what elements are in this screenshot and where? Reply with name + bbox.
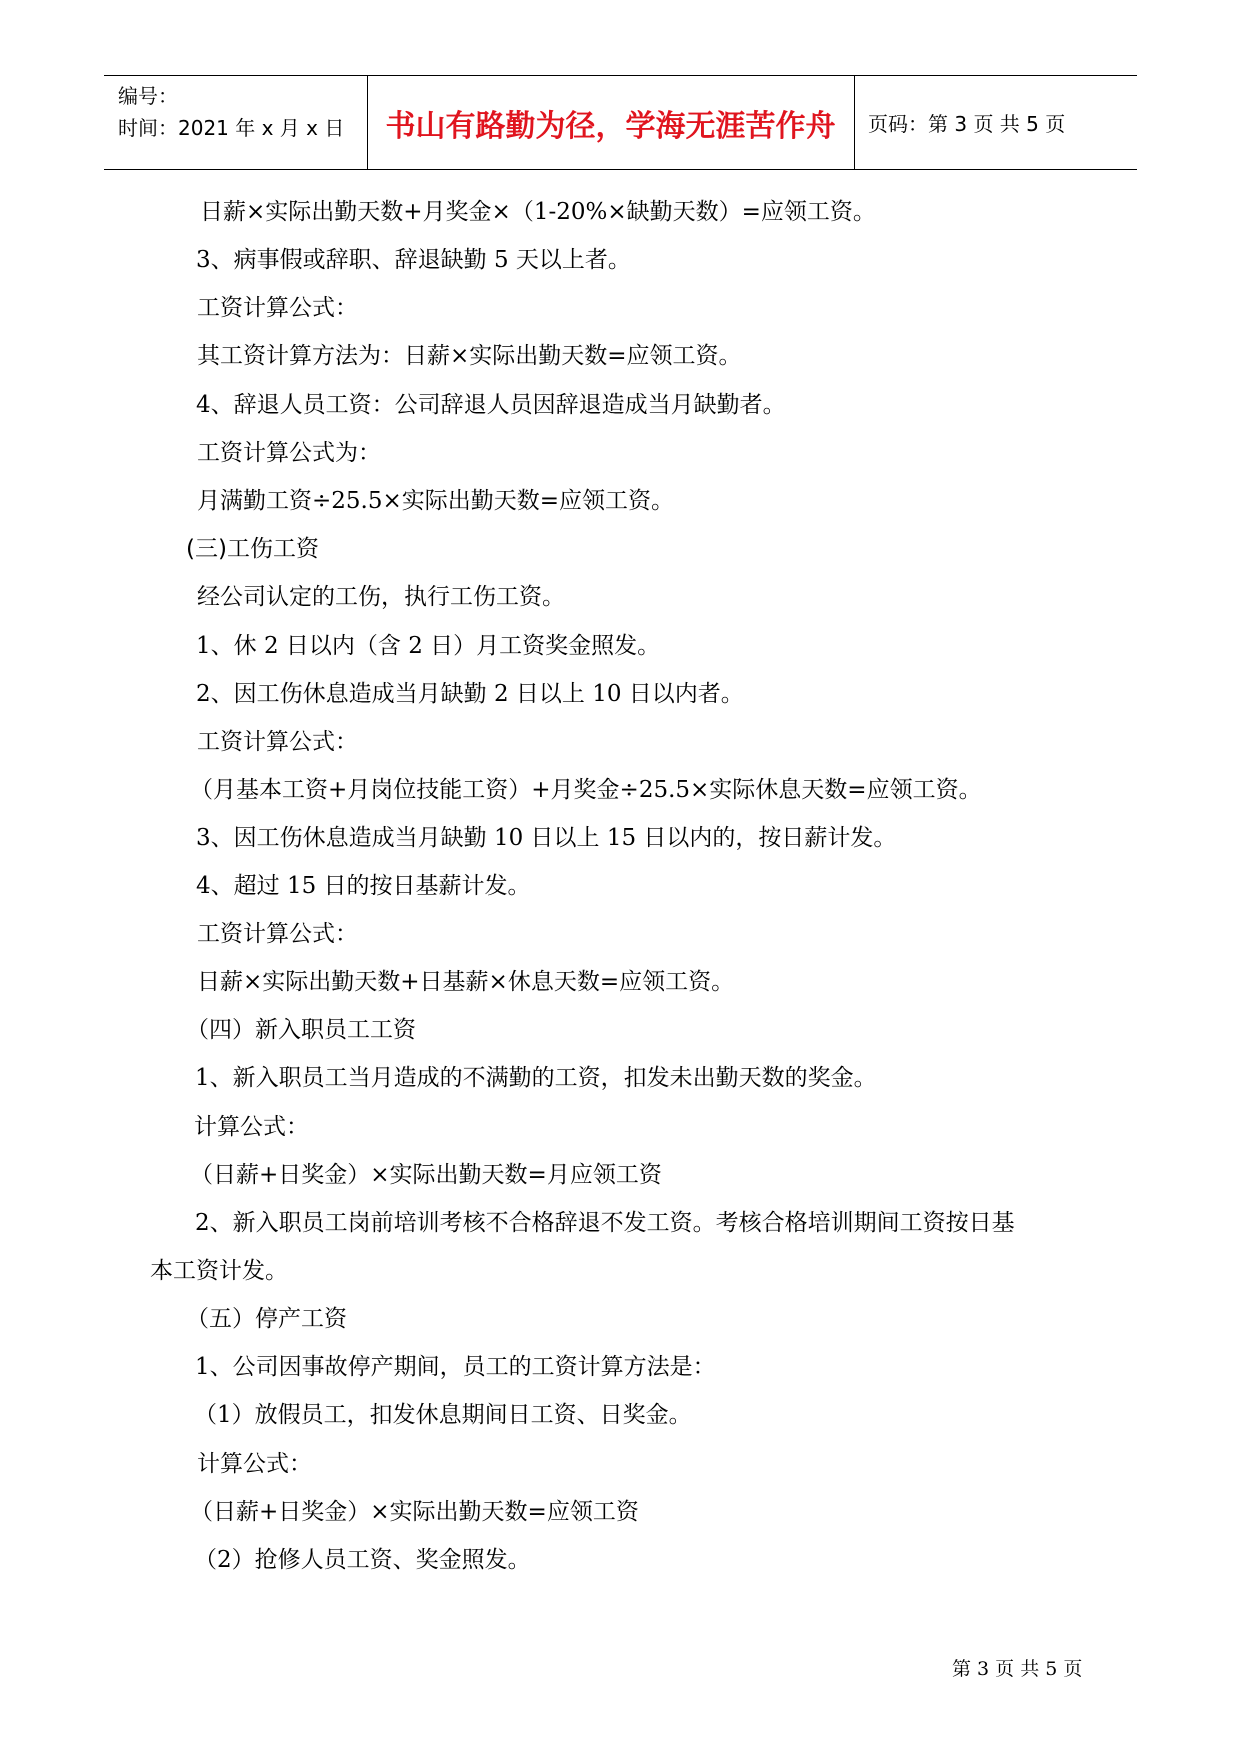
body-line: 其工资计算方法为：日薪×实际出勤天数=应领工资。 [197,343,742,369]
body-line: （月基本工资+月岗位技能工资）+月奖金÷25.5×实际休息天数=应领工资。 [190,777,982,803]
body-line: （2）抢修人员工资、奖金照发。 [194,1547,531,1573]
body-line: 工资计算公式： [197,729,358,755]
body-line: 日薪×实际出勤天数+月奖金×（1-20%×缺勤天数）=应领工资。 [200,199,876,225]
body-line: 经公司认定的工伤，执行工伤工资。 [197,584,565,610]
body-line: 工资计算公式： [197,921,358,947]
body-line: （1）放假员工，扣发休息期间日工资、日奖金。 [194,1402,692,1428]
body-line: 本工资计发。 [150,1258,288,1284]
document-time-label: 时间：2021 年 x 月 x 日 [118,116,345,140]
body-line: 工资计算公式： [197,295,358,321]
body-line: 1、新入职员工当月造成的不满勤的工资，扣发未出勤天数的奖金。 [195,1065,877,1091]
header-left [118,80,344,144]
section-heading: （四）新入职员工工资 [186,1017,416,1043]
section-heading: （五）停产工资 [186,1306,347,1332]
body-line: 1、公司因事故停产期间，员工的工资计算方法是： [195,1354,716,1380]
body-line: 4、超过 15 日的按日基薪计发。 [196,873,531,899]
body-line: 2、新入职员工岗前培训考核不合格辞退不发工资。考核合格培训期间工资按日基 [195,1210,1015,1236]
body-line: 4、辞退人员工资：公司辞退人员因辞退造成当月缺勤者。 [196,392,786,418]
header-motto: 书山有路勤为径，学海无涯苦作舟 [385,108,836,144]
body-line: 计算公式： [194,1114,309,1140]
body-line: 2、因工伤休息造成当月缺勤 2 日以上 10 日以内者。 [196,681,744,707]
body-line: 1、休 2 日以内（含 2 日）月工资奖金照发。 [196,633,661,659]
body-line: 3、因工伤休息造成当月缺勤 10 日以上 15 日以内的，按日薪计发。 [196,825,897,851]
body-line: 日薪×实际出勤天数+日基薪×休息天数=应领工资。 [197,969,735,995]
body-line: 月满勤工资÷25.5×实际出勤天数=应领工资。 [197,488,675,514]
page-footer: 第 3 页 共 5 页 [952,1658,1083,1680]
page-header [104,75,1137,170]
document-number-label: 编号： [118,84,178,108]
body-line: 计算公式： [197,1451,312,1477]
body-line: 3、病事假或辞职、辞退缺勤 5 天以上者。 [196,247,631,273]
section-heading: (三)工伤工资 [186,536,319,562]
header-page-info: 页码：第 3 页 共 5 页 [868,112,1066,136]
body-line: 工资计算公式为： [197,440,381,466]
header-divider [854,76,855,169]
body-line: （日薪+日奖金）×实际出勤天数=应领工资 [190,1499,639,1525]
body-line: （日薪+日奖金）×实际出勤天数=月应领工资 [190,1162,662,1188]
